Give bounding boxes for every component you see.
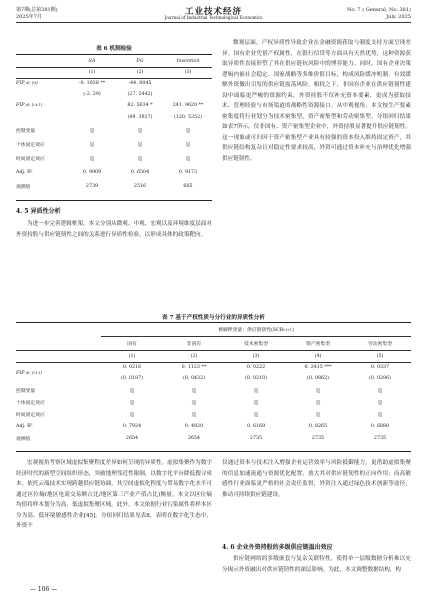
t6-row-label: FIP_dt_{i,t-1}: [16, 103, 43, 108]
t6-cell: 是: [89, 142, 95, 148]
t6-colnum: (1): [88, 70, 96, 75]
table7: [16, 324, 411, 444]
t7-row-label: 个体固定效应: [16, 400, 45, 406]
t6-cell: 是: [185, 156, 191, 162]
table6-bottom-rule: [16, 200, 212, 201]
table6-top-rule: [16, 54, 212, 55]
t7-cell: 是: [315, 412, 321, 418]
t7-se: (0. 0862): [306, 376, 330, 381]
t7-colnum: (5): [376, 353, 384, 359]
issue-date-en: July. 2025: [386, 14, 411, 20]
t6-se: (27. 2442): [127, 92, 153, 97]
t6-row-label: 观测值: [16, 184, 31, 190]
header-rule: [16, 22, 411, 23]
journal-subtitle: Journal of Industrial Technological Economics: [164, 15, 263, 20]
t7-cell: 是: [253, 412, 259, 418]
t7-col-asset: 资产密集型: [306, 341, 330, 347]
t7-col-tech: 技术密集型: [244, 341, 268, 347]
t7-cell: 是: [315, 400, 321, 406]
issue-number-en: No. 7 ( General, No. 381): [346, 7, 411, 13]
t6-cell: 0. 9909: [82, 169, 102, 175]
t6-cell: 是: [137, 128, 143, 134]
section-4-5-text: 为进一步完善逻辑框架，本文分别从微观、中观、宏观以及环境维度层面对外资持股与供应链韧性之间的关系进行异质性检验，以形成具体的政策靶向。: [16, 221, 212, 238]
t7-row-label: FIP_dt_{i,t-1}: [16, 370, 43, 376]
bottom-right-text: 仅通过资本与技术注入增强企业运营效率与风险抵御能力，更借助虚拟集聚的信息加速流通与资源优化配置，放大其对供应链韧性的正向作用；而高敏感性行业面临更严格的社会责任监督，外资注入通过绿色技术创新等途径，推动可持续供应链建设。: [222, 460, 411, 498]
section-4-6-text: 供应链网络的多级嵌套与复杂关联特性，使得单一层级数据分析难以充分揭示外资融出对供应链韧性的深层影响。为此，本文调整数据结构，构: [222, 556, 411, 573]
t7-cell: 2735: [373, 435, 387, 441]
t7-colnum: (2): [190, 353, 198, 359]
section-4-6-heading: 4. 6 企业外资持股的多级供应链溢出效应: [222, 544, 333, 551]
t7-cell: 0. 0216: [122, 365, 142, 371]
table7-caption: 表 7 基于产权性质与分行业的异质性分析: [162, 315, 265, 321]
t6-colnum: (3): [184, 70, 192, 75]
t7-cell: 是: [129, 412, 135, 418]
t6-row-label: 时间固定效应: [16, 156, 45, 162]
t6-col-invention: Invention: [176, 59, 200, 65]
table7-top-rule: [16, 322, 411, 323]
t7-row-label: 观测值: [16, 436, 31, 442]
t6-cell: 是: [185, 142, 191, 148]
right-column-text: 微观层面，产权异质性导致企业在金融资源获取与制度支持方面呈现差异。国有企业凭借产权属性，在银行信贷等方面具有天然优势，这种资源获取异质性直接形塑了其在供应链抗风险中的博弈能力。同时，国有企业决策逻辑内嵌社会稳定、国家战略等多维价值目标，构成风险缓冲机制，有效缓解外资撤出引发的供应链震荡风险。相较之下，非国有企业在供应链韧性建设中面临更严峻的资源约束，外资持股不仅补充资本要素，更成为获取技术、管理经验与市场渠道的战略性资源接口。从中观视角，本文按生产要素密集度将行业划分为技术密集型、资产密集型和劳动密集型。分组回归结果如表7所示，仅非国有、资产密集型企业中，外资持股显著提升供应链韧性。这一现象或可归因于资产密集型产业具有较强的资本投入维持固定资产，其供应链结构复杂且对稳定性要求较高，外资可通过资本补充与治理优化增强供应链韧性。: [222, 40, 411, 162]
t6-colnum: (2): [136, 70, 144, 75]
t7-row-label: Adj. R²: [16, 423, 33, 429]
t6-se: (49. 3927): [127, 114, 153, 120]
issue-number: 第7期(总第381期): [16, 7, 58, 13]
t6-cell: 2739: [85, 183, 99, 189]
t7-col-labor: 劳动密集型: [368, 341, 392, 347]
t7-se: (0. 0432): [182, 376, 206, 381]
t6-cell: -0. 1938 **: [78, 81, 106, 87]
t7-cell: 是: [191, 400, 197, 406]
t6-row-label: 个体固定效应: [16, 142, 45, 148]
t7-dependent-var: 被解释变量：供应链韧性(SCRi,t+1): [101, 324, 411, 336]
t7-cell: 是: [377, 412, 383, 418]
t6-cell: 是: [185, 128, 191, 134]
t6-se: (120. 5352): [173, 114, 203, 120]
t7-cell: 0. 2415 ***: [304, 365, 332, 371]
t7-row-label: 控制变量: [16, 388, 36, 394]
issue-date: 2025年7月: [16, 14, 42, 20]
t7-cell: 是: [253, 400, 259, 406]
t6-row-label: Adj. R²: [16, 169, 33, 175]
t7-cell: 2654: [125, 435, 139, 441]
t7-cell: 是: [191, 388, 197, 394]
t7-cell: 0. 8265: [308, 423, 328, 429]
t6-cell: 241. 9620 **: [172, 103, 204, 108]
page-number: — 106 —: [30, 586, 58, 593]
t6-row-label: FIP_dt_{it}: [16, 81, 39, 87]
journal-title: 工业技术经济: [184, 7, 242, 17]
table6-caption: 表 6 机制检验: [96, 46, 132, 52]
t6-cell: 0. 9173: [178, 169, 198, 175]
t7-row-label: 时间固定效应: [16, 412, 45, 418]
section-4-5-heading: 4. 5 异质性分析: [16, 208, 61, 215]
t7-col-state: 国有: [127, 341, 137, 347]
t7-cell: 0. 0337: [370, 365, 390, 371]
t6-col-sa: SA: [88, 59, 96, 65]
t6-cell: 是: [137, 156, 143, 162]
t6-cell: 0. 6504: [130, 169, 150, 175]
t6-cell: 是: [89, 128, 95, 134]
t7-cell: 是: [129, 400, 135, 406]
t7-cell: 2735: [311, 435, 325, 441]
t6-cell: 是: [89, 156, 95, 162]
t7-se: (0. 0187): [120, 376, 144, 381]
t7-cell: 是: [315, 388, 321, 394]
t6-cell: -44. 8045: [128, 81, 152, 87]
t7-cell: 0. 0222: [246, 365, 266, 371]
t7-cell: 0. 1123 **: [181, 365, 207, 371]
t6-cell: 是: [137, 142, 143, 148]
t6-se: [68, 111, 116, 123]
t6-se: (-2. 29): [83, 92, 101, 97]
t6-cell: 665: [183, 183, 193, 189]
t6-cell: [164, 78, 212, 89]
t7-cell: 0. 7924: [122, 423, 142, 429]
t6-col-pg: PG: [136, 59, 144, 65]
table7-bottom-rule: [16, 451, 411, 452]
t7-cell: 是: [377, 400, 383, 406]
t7-cell: 0. 6169: [246, 423, 266, 429]
t7-se: (0. 0210): [244, 376, 268, 381]
t7-colnum: (1): [128, 353, 136, 359]
t7-cell: 是: [191, 412, 197, 418]
t7-cell: 2735: [249, 435, 263, 441]
t6-cell: [68, 100, 116, 111]
t6-row-label: 控制变量: [16, 128, 36, 134]
t6-cell: 2516: [133, 183, 147, 189]
t7-colnum: (3): [252, 353, 260, 359]
table6: [16, 57, 212, 193]
t7-cell: 2654: [187, 435, 201, 441]
t7-cell: 0. 6880: [370, 423, 390, 429]
bottom-left-text: 宏观视角考察区域虚拟集聚程度差异如何呈现的异质性。虚拟集聚作为数字经济时代的新型空间组织形态，突破地理邻近性限制，以数字化平台降低搜寻成本，依托云端技术实现跨越供应链协调，其空间虚拟化程度与贸易数字化水平可通过区位熵(地区电商交易额占比/地区第三产业产值占比)衡量。本文以区位熵均值将样本划分为高、低虚拟集聚区域。此外，本文依据行业污染属性将样本区分为高、低环境敏感性企业[45]。分组回归结果见表8，表明在数字化生态中，外资不: [16, 460, 212, 529]
t7-cell: 是: [253, 388, 259, 394]
t6-cell: 82. 5634 *: [127, 103, 153, 108]
t7-cell: 是: [129, 388, 135, 394]
t7-cell: 0. 4920: [184, 423, 204, 429]
t7-col-nonstate: 非国有: [186, 341, 202, 347]
t7-se: (0. 0286): [368, 376, 392, 381]
t7-colnum: (4): [314, 353, 322, 359]
t6-se: [164, 89, 212, 100]
t7-cell: 是: [377, 388, 383, 394]
